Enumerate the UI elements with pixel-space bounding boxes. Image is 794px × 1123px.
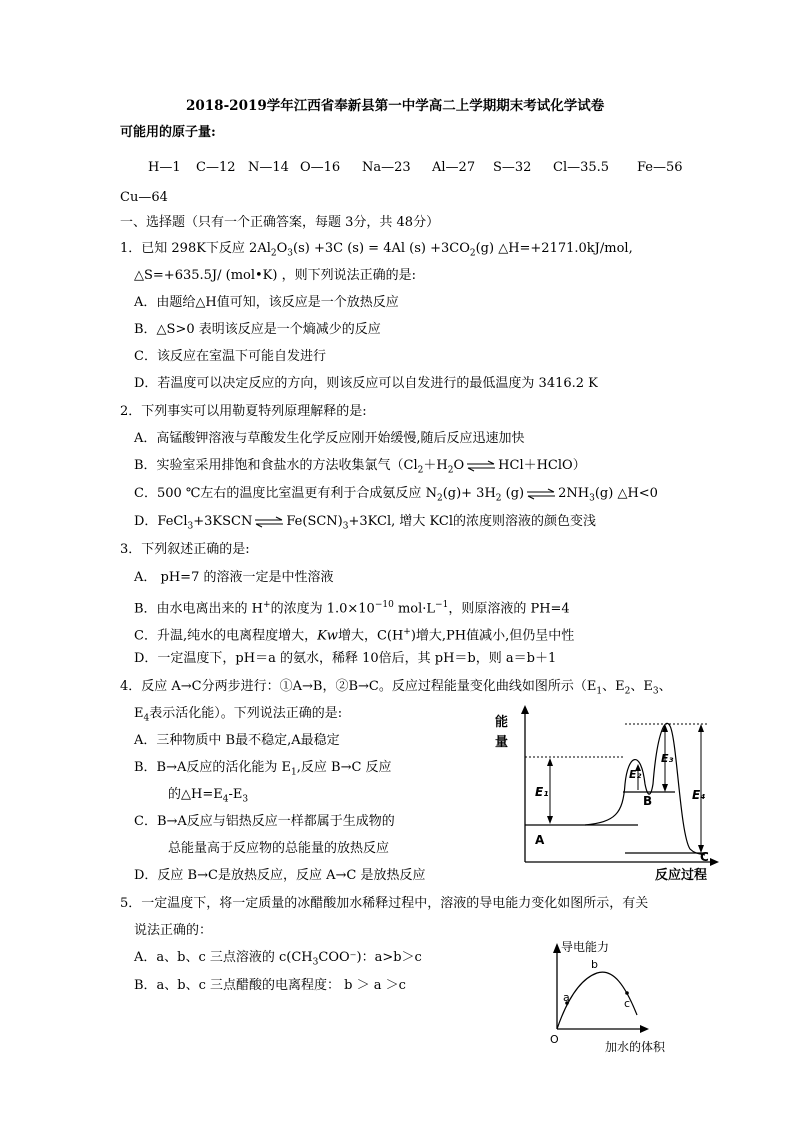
q2-option-c-text2: (g)+ 3H — [442, 486, 496, 501]
q4-option-c-line1: C．B→A反应与铝热反应一样都属于生成物的 — [134, 814, 395, 829]
q3-stem: 3．下列叙述正确的是: — [120, 542, 250, 557]
q4-stem-text2: 、 — [658, 679, 672, 694]
atomic-mass-s: S—32 — [493, 160, 532, 175]
q1-stem-part2: (s) +3C (s) = 4Al (s) +3CO — [293, 241, 470, 256]
q5-stem-line2: 说法正确的： — [134, 923, 213, 938]
equilibrium-arrow-icon — [526, 489, 556, 499]
e1-label: E₁ — [535, 785, 549, 799]
q2-option-d-text2: +3KSCN — [193, 514, 253, 529]
y-axis-arrow-icon — [521, 705, 529, 714]
e1-arrow-down-icon — [547, 816, 553, 824]
page-title: 2018-2019学年江西省奉新县第一中学高二上学期期末考试化学试卷 — [186, 98, 605, 114]
q1-stem-line2: △S=+635.5J/ (mol•K) ，则下列说法正确的是: — [134, 268, 416, 283]
q4-option-b-text2: ,反应 B→C 反应 — [296, 760, 392, 775]
q1-stem-part1: 1．已知 298K下反应 2Al — [120, 241, 271, 256]
q3-option-b-text1: B．由水电离出来的 H — [134, 601, 264, 617]
q2-option-c-text1: C．500 ℃左右的温度比室温更有利于合成氨反应 N — [134, 486, 437, 501]
q3-option-c: C．升温,纯水的电离程度增大，Kw增大，C(H+)增大,PH值减小,但仍呈中性 — [134, 627, 575, 644]
atomic-mass-fe: Fe—56 — [637, 160, 683, 175]
x-label: 反应过程 — [655, 868, 708, 883]
q2-option-b-text3: O — [453, 458, 465, 473]
q2-option-b: B．实验室采用排饱和食盐水的方法收集氯气（$Cl_2+H_2O$ HCl＋HClO） — [134, 458, 586, 476]
equilibrium-arrow-icon — [254, 517, 284, 527]
q4-stem-text4: 表示活化能）。下列说法正确的是: — [149, 706, 343, 721]
point-b-label: B — [643, 794, 653, 808]
q1-stem-line1: 1．已知 298K下反应 $2Al_2O_3(s) +3C$ (s) = 4Al $(s) +3CO_2(g)$ △H=+2171.0kJ/mol, — [120, 241, 633, 259]
q3-option-c-text2: 增大，C(H — [337, 628, 404, 644]
q1-option-d: D．若温度可以决定反应的方向，则该反应可以自发进行的最低温度为 3416.2 K — [134, 376, 598, 391]
q4-stem-line2: $E_4$表示活化能）。下列说法正确的是: — [134, 706, 343, 724]
q5-option-b: B．a、b、c 三点醋酸的电离程度： b ＞ a ＞c — [134, 978, 406, 993]
q1-option-a: A．由题给△H值可知，该反应是一个放热反应 — [134, 295, 399, 310]
q3-option-c-text1: C．升温,纯水的电离程度增大， — [134, 628, 318, 644]
q5-option-a: A．a、b、c 三点溶液的 $c(CH_3COO^-)$：a>b＞c — [134, 950, 422, 968]
q3-option-b-text3: mol·L — [393, 601, 436, 617]
y-axis-arrow-icon — [553, 943, 561, 953]
q5-stem-line1: 5．一定温度下，将一定质量的冰醋酸加水稀释过程中，溶液的导电能力变化如图所示，有关 — [120, 896, 649, 911]
q3-option-b: B．由水电离出来的 H+的浓度为 $1.0\times 10^{-10}$ $mol\cdot L^{-1}$，则原溶液的 PH=4 — [134, 600, 570, 617]
q4-option-a: A．三种物质中 B最不稳定,A最稳定 — [134, 733, 340, 748]
q5-option-a-text2: COO⁻)：a>b＞c — [318, 950, 422, 965]
q4-option-b-text1: B．B→A反应的活化能为 E — [134, 760, 292, 775]
q2-option-d-text4: +3KCl, 增大 KCl的浓度则溶液的颜色变浅 — [348, 514, 596, 529]
q2-option-c-text3: (g) — [501, 486, 525, 501]
point-c-marker — [625, 991, 629, 995]
q2-option-b-text4: HCl＋HClO） — [498, 458, 586, 473]
q4-stem-text1: 4．反应 A→C分两步进行：①A→B，②B→C。反应过程能量变化曲线如图所示（E — [120, 679, 597, 694]
q3-option-c-text3: )增大,PH值减小,但仍呈中性 — [410, 628, 575, 644]
e4-arrow-up-icon — [698, 724, 704, 732]
q4-stem-line1: 4．反应 A→C分两步进行：①A→B，②B→C。反应过程能量变化曲线如图所示（$E_1$、$E_2$、$E_3$、 — [120, 679, 672, 697]
e3-label: E₃ — [661, 752, 674, 765]
conductivity-graph — [545, 935, 695, 1055]
q2-option-b-text2: ＋H — [423, 458, 448, 473]
x-label: 加水的体积 — [605, 1040, 666, 1054]
q1-option-b: B．△S>0 表明该反应是一个熵减少的反应 — [134, 322, 381, 337]
atomic-mass-h: H—1 — [148, 160, 181, 175]
point-c-label: c — [624, 997, 631, 1010]
q5-option-a-text1: A．a、b、c 三点溶液的 c(CH — [134, 950, 313, 965]
point-c-label: C — [700, 850, 709, 864]
q4-option-d: D．反应 B→C是放热反应，反应 A→C 是放热反应 — [134, 868, 426, 883]
q2-option-d: D．FeCl$_3$+3KSCN $Fe(SCN)_3+3KCl$, 增大 KCl的浓度则溶液的颜色变浅 — [134, 514, 596, 532]
q2-option-a: A．高锰酸钾溶液与草酸发生化学反应刚开始缓慢,随后反应迅速加快 — [134, 431, 525, 446]
point-a-label: A — [535, 833, 545, 847]
q4-option-b-line2: 的$\triangle H=E_4-E_3$ — [168, 787, 249, 805]
q2-option-d-text3: Fe(SCN) — [286, 514, 343, 529]
q2-option-c-text4: 2NH — [558, 486, 590, 501]
q3-option-b-text4: ，则原溶液的 PH=4 — [448, 601, 570, 617]
origin-label: O — [550, 1033, 559, 1046]
y-label: 导电能力 — [561, 940, 610, 954]
energy-curve — [585, 723, 705, 855]
q3-option-d: D．一定温度下，pH＝a 的氨水，稀释 10倍后，其 pH＝b，则 a＝b＋1 — [134, 651, 557, 666]
q3-option-c-kw: Kw — [317, 628, 338, 644]
atomic-mass-na: Na—23 — [362, 160, 411, 175]
equilibrium-arrow-icon — [466, 461, 496, 471]
atomic-mass-cl: Cl—35.5 — [553, 160, 610, 175]
q2-stem: 2．下列事实可以用勒夏特列原理解释的是: — [120, 404, 367, 419]
q3-option-a: A． pH=7 的溶液一定是中性溶液 — [134, 570, 334, 585]
section-heading: 一、选择题（只有一个正确答案，每题 3分，共 48分） — [120, 215, 440, 230]
atomic-mass-heading: 可能用的原子量: — [120, 125, 216, 140]
atomic-mass-c: C—12 — [196, 160, 236, 175]
point-a-label: a — [563, 991, 570, 1004]
e4-label: E₄ — [692, 788, 706, 802]
x-axis-arrow-icon — [640, 1025, 649, 1033]
point-b-label: b — [591, 958, 598, 971]
x-axis-arrow-icon — [710, 858, 719, 866]
q2-option-d-text1: D．FeCl — [134, 514, 188, 529]
atomic-mass-al: Al—27 — [432, 160, 476, 175]
q3-option-b-text2: 的浓度为 1.0×10 — [270, 601, 375, 617]
q4-stem-text3: E — [134, 706, 144, 721]
q2-option-b-text1: B．实验室采用排饱和食盐水的方法收集氯气（Cl — [134, 458, 418, 473]
q4-option-c-line2: 总能量高于反应物的总能量的放热反应 — [168, 841, 390, 856]
e2-label: E₂ — [629, 768, 642, 781]
atomic-mass-cu: Cu—64 — [120, 190, 168, 205]
e3-arrow-down-icon — [662, 784, 668, 792]
q1-option-c: C．该反应在室温下可能自发进行 — [134, 349, 326, 364]
q4-option-b-text3: 的△H=E — [168, 787, 223, 802]
q2-option-c-text5: (g) △H<0 — [594, 486, 658, 501]
e1-arrow-up-icon — [547, 758, 553, 766]
energy-diagram — [495, 704, 735, 884]
y-label-1: 能 — [495, 715, 509, 730]
q4-option-b-line1: B．B→A反应的活化能为 $E_1$,反应 B→C 反应 — [134, 760, 392, 778]
atomic-mass-o: O—16 — [300, 160, 341, 175]
atomic-mass-n: N—14 — [248, 160, 289, 175]
q4-option-b-text4: -E — [228, 787, 243, 802]
q2-option-c: C．500 ℃左右的温度比室温更有利于合成氨反应 $N_2(g)+ 3H_2$ (g) $2NH_3(g)$ △H<0 — [134, 486, 658, 504]
y-label-2: 量 — [495, 735, 509, 750]
q1-stem-part3: (g) △H=+2171.0kJ/mol, — [475, 241, 633, 256]
